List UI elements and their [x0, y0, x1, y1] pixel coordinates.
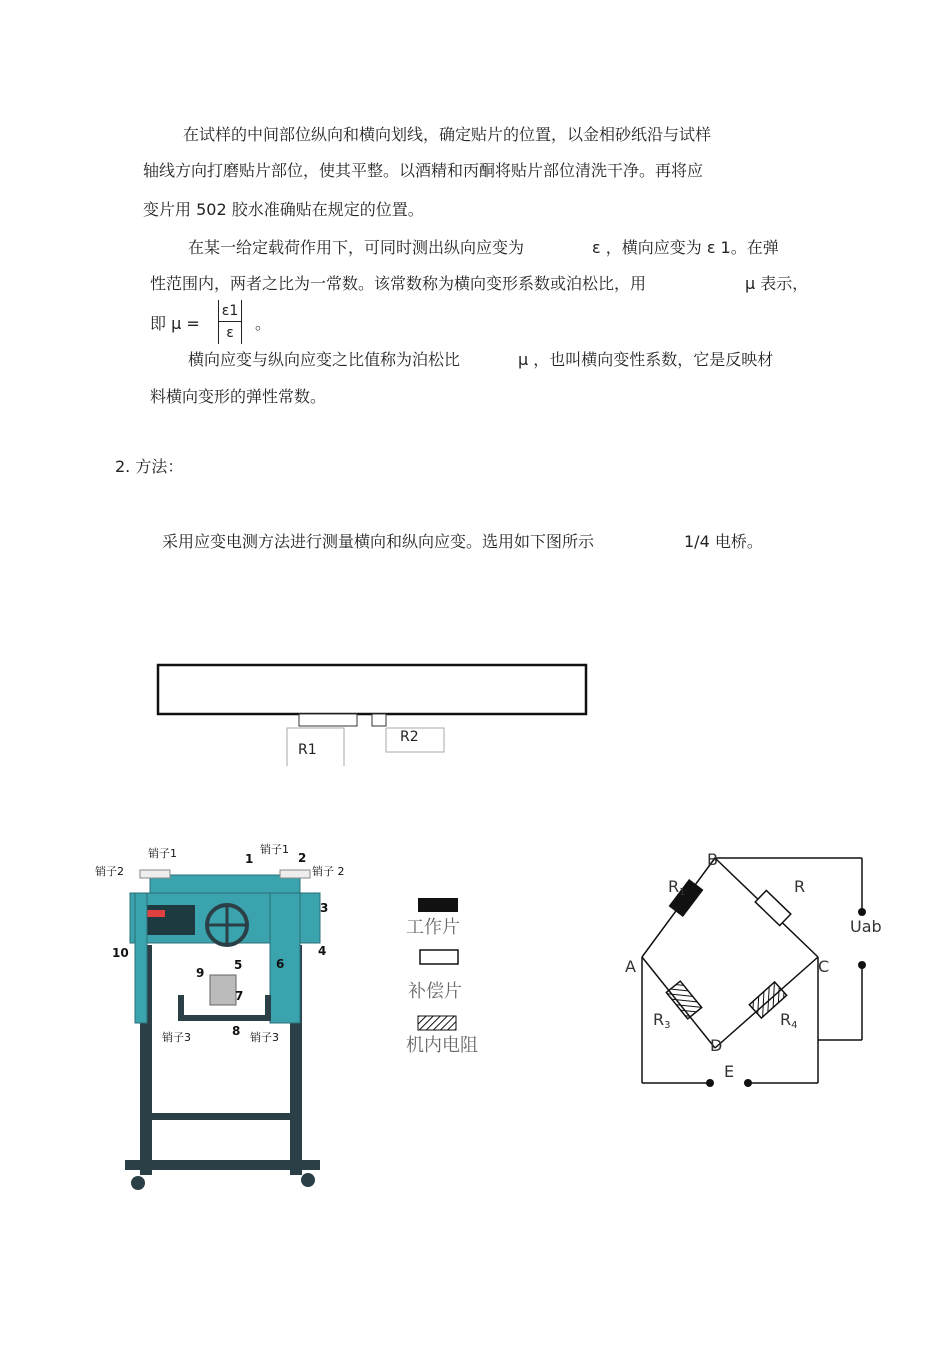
para1-line3: 变片用 502 胶水准确贴在规定的位置。 — [143, 200, 424, 219]
label-14: 8 — [232, 1024, 241, 1038]
section-text-b: 1/4 电桥。 — [684, 532, 763, 551]
compensation-gauge-icon — [420, 950, 458, 964]
node-c: C — [818, 957, 830, 976]
para3-line1b: μ ，也叫横向变性系数，它是反映材 — [518, 350, 774, 369]
label-7: 4 — [318, 944, 327, 958]
internal-resistor-icon — [418, 1016, 456, 1030]
para2-line3-end: 。 — [255, 314, 272, 333]
node-e: E — [724, 1062, 735, 1081]
node-d: D — [710, 1036, 723, 1055]
label-6: 3 — [320, 901, 329, 915]
wheel-left — [131, 1176, 145, 1190]
label-13: 销子3 — [162, 1031, 191, 1044]
label-0: 销子2 — [95, 865, 124, 878]
display-digits — [145, 910, 165, 917]
left-column — [135, 893, 147, 1023]
label-r1: R1 — [298, 742, 317, 758]
label-12: 7 — [235, 989, 244, 1003]
para1-line2: 轴线方向打磨贴片部位，使其平整。以酒精和丙酮将贴片部位清洗干净。再将应 — [143, 161, 704, 180]
wheel-right — [301, 1173, 315, 1187]
label-5: 销子 2 — [312, 865, 345, 878]
lower-frame-bottom — [178, 1015, 271, 1021]
working-gauge-icon — [418, 898, 458, 912]
bridge-circuit — [600, 840, 900, 1100]
label-4: 2 — [298, 851, 307, 865]
legend — [400, 893, 510, 1063]
resistor-r-compensation — [755, 890, 791, 925]
display-panel — [140, 905, 195, 935]
supply-terminal-right — [744, 1079, 752, 1087]
pin-right — [280, 870, 310, 878]
para2-line1b: ε ，横向应变为 ε 1。在弹 — [592, 238, 779, 257]
beam-diagram — [150, 658, 600, 773]
label-r4: R4 — [780, 1010, 798, 1031]
fraction-numerator: ε1 — [219, 301, 241, 322]
gauge-r2 — [372, 714, 386, 726]
label-r2: R2 — [400, 729, 419, 745]
label-11: 9 — [196, 966, 205, 980]
para2-line2a: 性范围内，两者之比为一常数。该常数称为横向变形系数或泊松比，用 — [150, 274, 647, 293]
beam — [158, 665, 586, 714]
para3-line1a: 横向应变与纵向应变之比值称为泊松比 — [188, 350, 461, 369]
label-9: 5 — [234, 958, 243, 972]
specimen-holder — [210, 975, 236, 1005]
node-a: A — [625, 957, 636, 976]
para2-line1a: 在某一给定载荷作用下，可同时测出纵向应变为 — [188, 238, 525, 257]
top-beam — [150, 875, 300, 893]
gauge-r1 — [299, 714, 357, 726]
section-text-a: 采用应变电测方法进行测量横向和纵向应变。选用如下图所示 — [162, 532, 595, 551]
label-2: 1 — [245, 852, 254, 866]
legend-compensation: 补偿片 — [408, 981, 462, 1002]
poisson-fraction — [218, 300, 242, 344]
fraction-denominator: ε — [226, 325, 234, 341]
label-10: 6 — [276, 957, 285, 971]
lower-crossbar — [140, 1113, 302, 1120]
para2-line3: 即 μ = — [150, 314, 200, 333]
label-1: 销子1 — [148, 847, 177, 860]
label-8: 10 — [112, 946, 129, 960]
legend-internal: 机内电阻 — [406, 1035, 478, 1056]
para3-line2: 料横向变形的弹性常数。 — [150, 387, 327, 406]
section-heading: 2. 方法： — [115, 457, 184, 476]
para2-line2b: μ 表示， — [745, 274, 809, 293]
supply-terminal-left — [706, 1079, 714, 1087]
terminal-top — [858, 908, 866, 916]
legend-working: 工作片 — [406, 917, 460, 938]
label-r3: R3 — [653, 1010, 671, 1031]
para1-line1: 在试样的中间部位纵向和横向划线，确定贴片的位置，以金相砂纸沿与试样 — [183, 125, 712, 144]
right-column — [270, 893, 300, 1023]
pin-left — [140, 870, 170, 878]
testing-machine-image — [90, 835, 360, 1200]
label-r1: R1 — [668, 877, 686, 898]
label-uab: Uab — [850, 917, 882, 936]
resistor-r3-internal — [666, 981, 701, 1019]
label-3: 销子1 — [260, 843, 289, 856]
base-bar — [125, 1160, 320, 1170]
label-r: R — [794, 877, 806, 896]
node-b: B — [707, 850, 718, 869]
label-15: 销子3 — [250, 1031, 279, 1044]
